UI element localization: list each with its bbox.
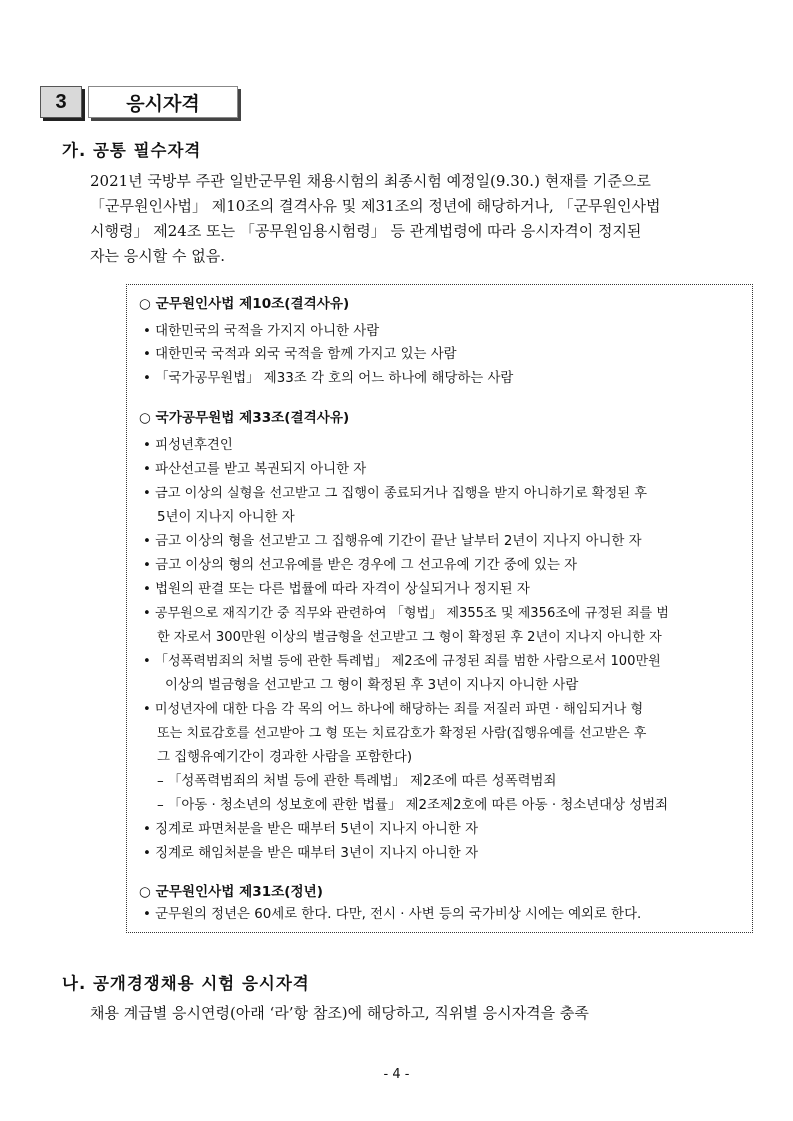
section-number: 3 xyxy=(40,86,82,118)
subsection-a-heading: 가. 공통 필수자격 xyxy=(62,141,202,160)
paragraph-line: 자는 응시할 수 없음. xyxy=(90,247,225,265)
list-item: • 징계로 해임처분을 받은 때부터 3년이 지나지 아니한 자 xyxy=(143,846,479,861)
list-item: • 피성년후견인 xyxy=(143,438,233,453)
sub-list-item: – 「성폭력범죄의 처벌 등에 관한 특례법」 제2조에 따른 성폭력범죄 xyxy=(157,774,557,789)
list-item: • 금고 이상의 형을 선고받고 그 집행유예 기간이 끝난 날부터 2년이 지나지 아니한 자 xyxy=(143,534,642,549)
list-item-continuation: 한 자로서 300만원 이상의 벌금형을 선고받고 그 형이 확정된 후 2년이 지나지 아니한 자 xyxy=(157,630,662,645)
list-item: • 징계로 파면처분을 받은 때부터 5년이 지나지 아니한 자 xyxy=(143,822,479,837)
paragraph-line: 2021년 국방부 주관 일반군무원 채용시험의 최종시험 예정일(9.30.) 현재를 기준으로 xyxy=(90,172,651,190)
list-item: • 대한민국 국적과 외국 국적을 함께 가지고 있는 사람 xyxy=(143,347,457,362)
paragraph-line: 시행령」 제24조 또는 「공무원임용시험령」 등 관계법령에 따라 응시자격이 정지된 xyxy=(90,222,642,240)
list-item: • 금고 이상의 실형을 선고받고 그 집행이 종료되거나 집행을 받지 아니하기로 확정된 후 xyxy=(143,486,647,501)
section-header xyxy=(40,86,250,122)
subsection-a-paragraph xyxy=(90,169,755,269)
list-item: • 금고 이상의 형의 선고유예를 받은 경우에 그 선고유예 기간 중에 있는 자 xyxy=(143,558,578,573)
group-title-military-civil-act-10: ○ 군무원인사법 제10조(결격사유) xyxy=(139,296,350,312)
list-item: • 공무원으로 재직기간 중 직무와 관련하여 「형법」 제355조 및 제356조에 규정된 죄를 범 xyxy=(143,606,669,621)
disqualification-box xyxy=(126,284,753,933)
list-item: • 파산선고를 받고 복권되지 아니한 자 xyxy=(143,462,367,477)
paragraph-line: 「군무원인사법」 제10조의 결격사유 및 제31조의 정년에 해당하거나, 「군무원인사법 xyxy=(90,197,661,215)
list-item: • 법원의 판결 또는 다른 법률에 따라 자격이 상실되거나 정지된 자 xyxy=(143,582,530,597)
list-item: • 「성폭력범죄의 처벌 등에 관한 특례법」 제2조에 규정된 죄를 범한 사람으로서 100만원 xyxy=(143,654,661,669)
list-item-continuation: 또는 치료감호를 선고받아 그 형 또는 치료감호가 확정된 사람(집행유예를 선고받은 후 xyxy=(157,726,647,741)
paragraph-line: 채용 계급별 응시연령(아래 ‘라’항 참조)에 해당하고, 직위별 응시자격을 충족 xyxy=(90,1004,589,1022)
section-title: 응시자격 xyxy=(88,86,238,118)
list-item-continuation: 이상의 벌금형을 선고받고 그 형이 확정된 후 3년이 지나지 아니한 사람 xyxy=(165,678,579,693)
list-item: • 군무원의 정년은 60세로 한다. 다만, 전시 · 사변 등의 국가비상 시에는 예외로 한다. xyxy=(143,907,642,922)
subsection-b-heading: 나. 공개경쟁채용 시험 응시자격 xyxy=(62,974,310,993)
group-title-public-officials-act-33: ○ 국가공무원법 제33조(결격사유) xyxy=(139,410,350,426)
subsection-b-paragraph xyxy=(90,1001,755,1026)
group-title-military-civil-act-31: ○ 군무원인사법 제31조(정년) xyxy=(139,884,323,900)
list-item-continuation: 5년이 지나지 아니한 자 xyxy=(157,510,295,525)
list-item: • 「국가공무원법」 제33조 각 호의 어느 하나에 해당하는 사람 xyxy=(143,371,514,386)
sub-list-item: – 「아동 · 청소년의 성보호에 관한 법률」 제2조제2호에 따른 아동 · 청소년대상 성범죄 xyxy=(157,798,669,813)
list-item: • 미성년자에 대한 다음 각 목의 어느 하나에 해당하는 죄를 저질러 파면 · 해임되거나 형 xyxy=(143,702,644,717)
list-item: • 대한민국의 국적을 가지지 아니한 사람 xyxy=(143,324,380,339)
page-number: - 4 - xyxy=(383,1067,410,1082)
list-item-continuation: 그 집행유예기간이 경과한 사람을 포함한다) xyxy=(157,750,413,765)
